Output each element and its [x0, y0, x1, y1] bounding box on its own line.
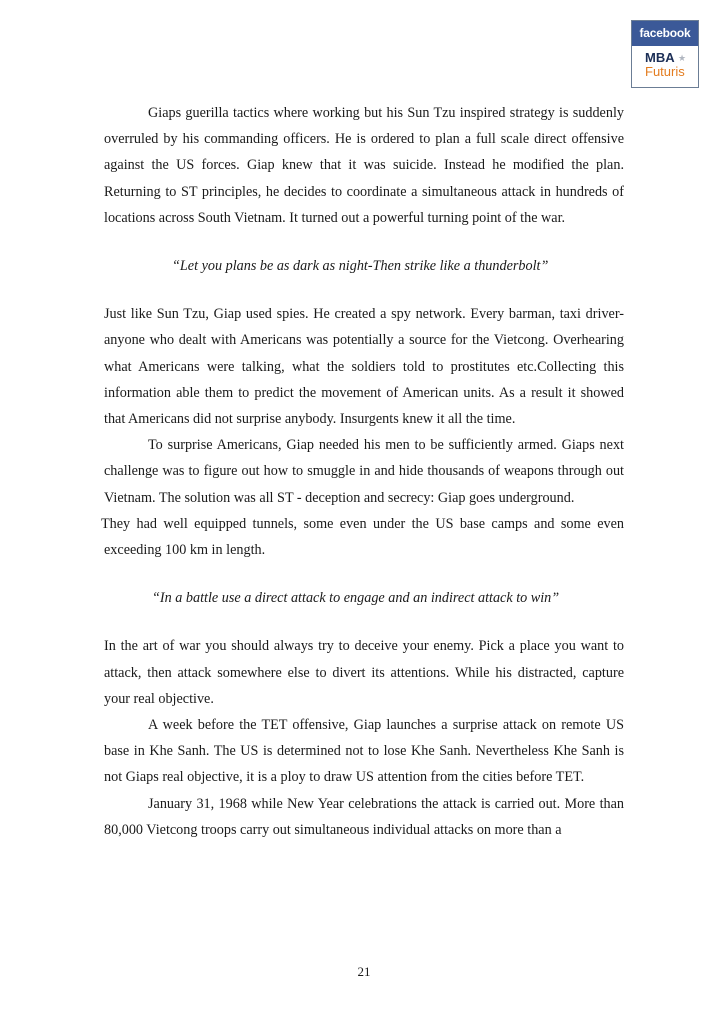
logo-mba-text: MBA [645, 50, 675, 65]
paragraph-weapons: To surprise Americans, Giap needed his men to be sufficiently armed. Giaps next challenge was to figure out how to smuggle in and hide thousands of weapons through out Vietnam. The solution was all ST - deception and secrecy: Giap goes underground. [104, 437, 624, 506]
quote-dark-as-night: “Let you plans be as dark as night-Then strike like a thunderbolt” [172, 258, 549, 275]
paragraph-art-of-war: In the art of war you should always try to deceive your enemy. Pick a place you want to attack, then attack somewhere else to divert its attentions. While his distracted, capture your real objective. [104, 638, 624, 707]
paragraph-giap-tactics: Giaps guerilla tactics where working but his Sun Tzu inspired strategy is suddenly overruled by his commanding officers. He is ordered to plan a full scale direct offensive against the US forces. Giap knew that it was suicide. Instead he modified the plan. Returning to ST principles, he decides to coordinate a simultaneous attack in hundreds of locations across South Vietnam. It turned out a powerful turning point of the war. [104, 105, 624, 226]
paragraph-tet-attack: January 31, 1968 while New Year celebrations the attack is carried out. More than 80,000 Vietcong troops carry out simultaneous individual attacks on more than a [104, 795, 624, 838]
facebook-banner: facebook [632, 21, 698, 46]
page-number: 21 [357, 964, 371, 979]
star-icon: ★ [678, 54, 687, 64]
paragraph-spy-network: Just like Sun Tzu, Giap used spies. He created a spy network. Every barman, taxi driver- anyone who dealt with Americans was potentially a source for the Vietcong. Overhearing what Americans were talking, what the soldiers told to prostitutes etc.Collecting this information able them to predict the movement of American units. As a result it showed that Americans did not surprise anybody. Insurgents knew it all the time. [104, 306, 624, 428]
paragraph-tunnels: They had well equipped tunnels, some even under the US base camps and some even exceeding 100 km in length. [101, 515, 624, 559]
quote-direct-attack: “In a battle use a direct attack to engage and an indirect attack to win” [152, 590, 560, 607]
logo-futuris-text: Futuris [645, 64, 685, 79]
page-body [101, 100, 624, 843]
mba-futuris-logo [631, 20, 699, 88]
paragraph-khe-sanh: A week before the TET offensive, Giap launches a surprise attack on remote US base in Khe Sanh. The US is determined not to lose Khe Sanh. Nevertheless Khe Sanh is not Giaps real objective, it is a ploy to draw US attention from the cities before TET. [104, 717, 624, 786]
